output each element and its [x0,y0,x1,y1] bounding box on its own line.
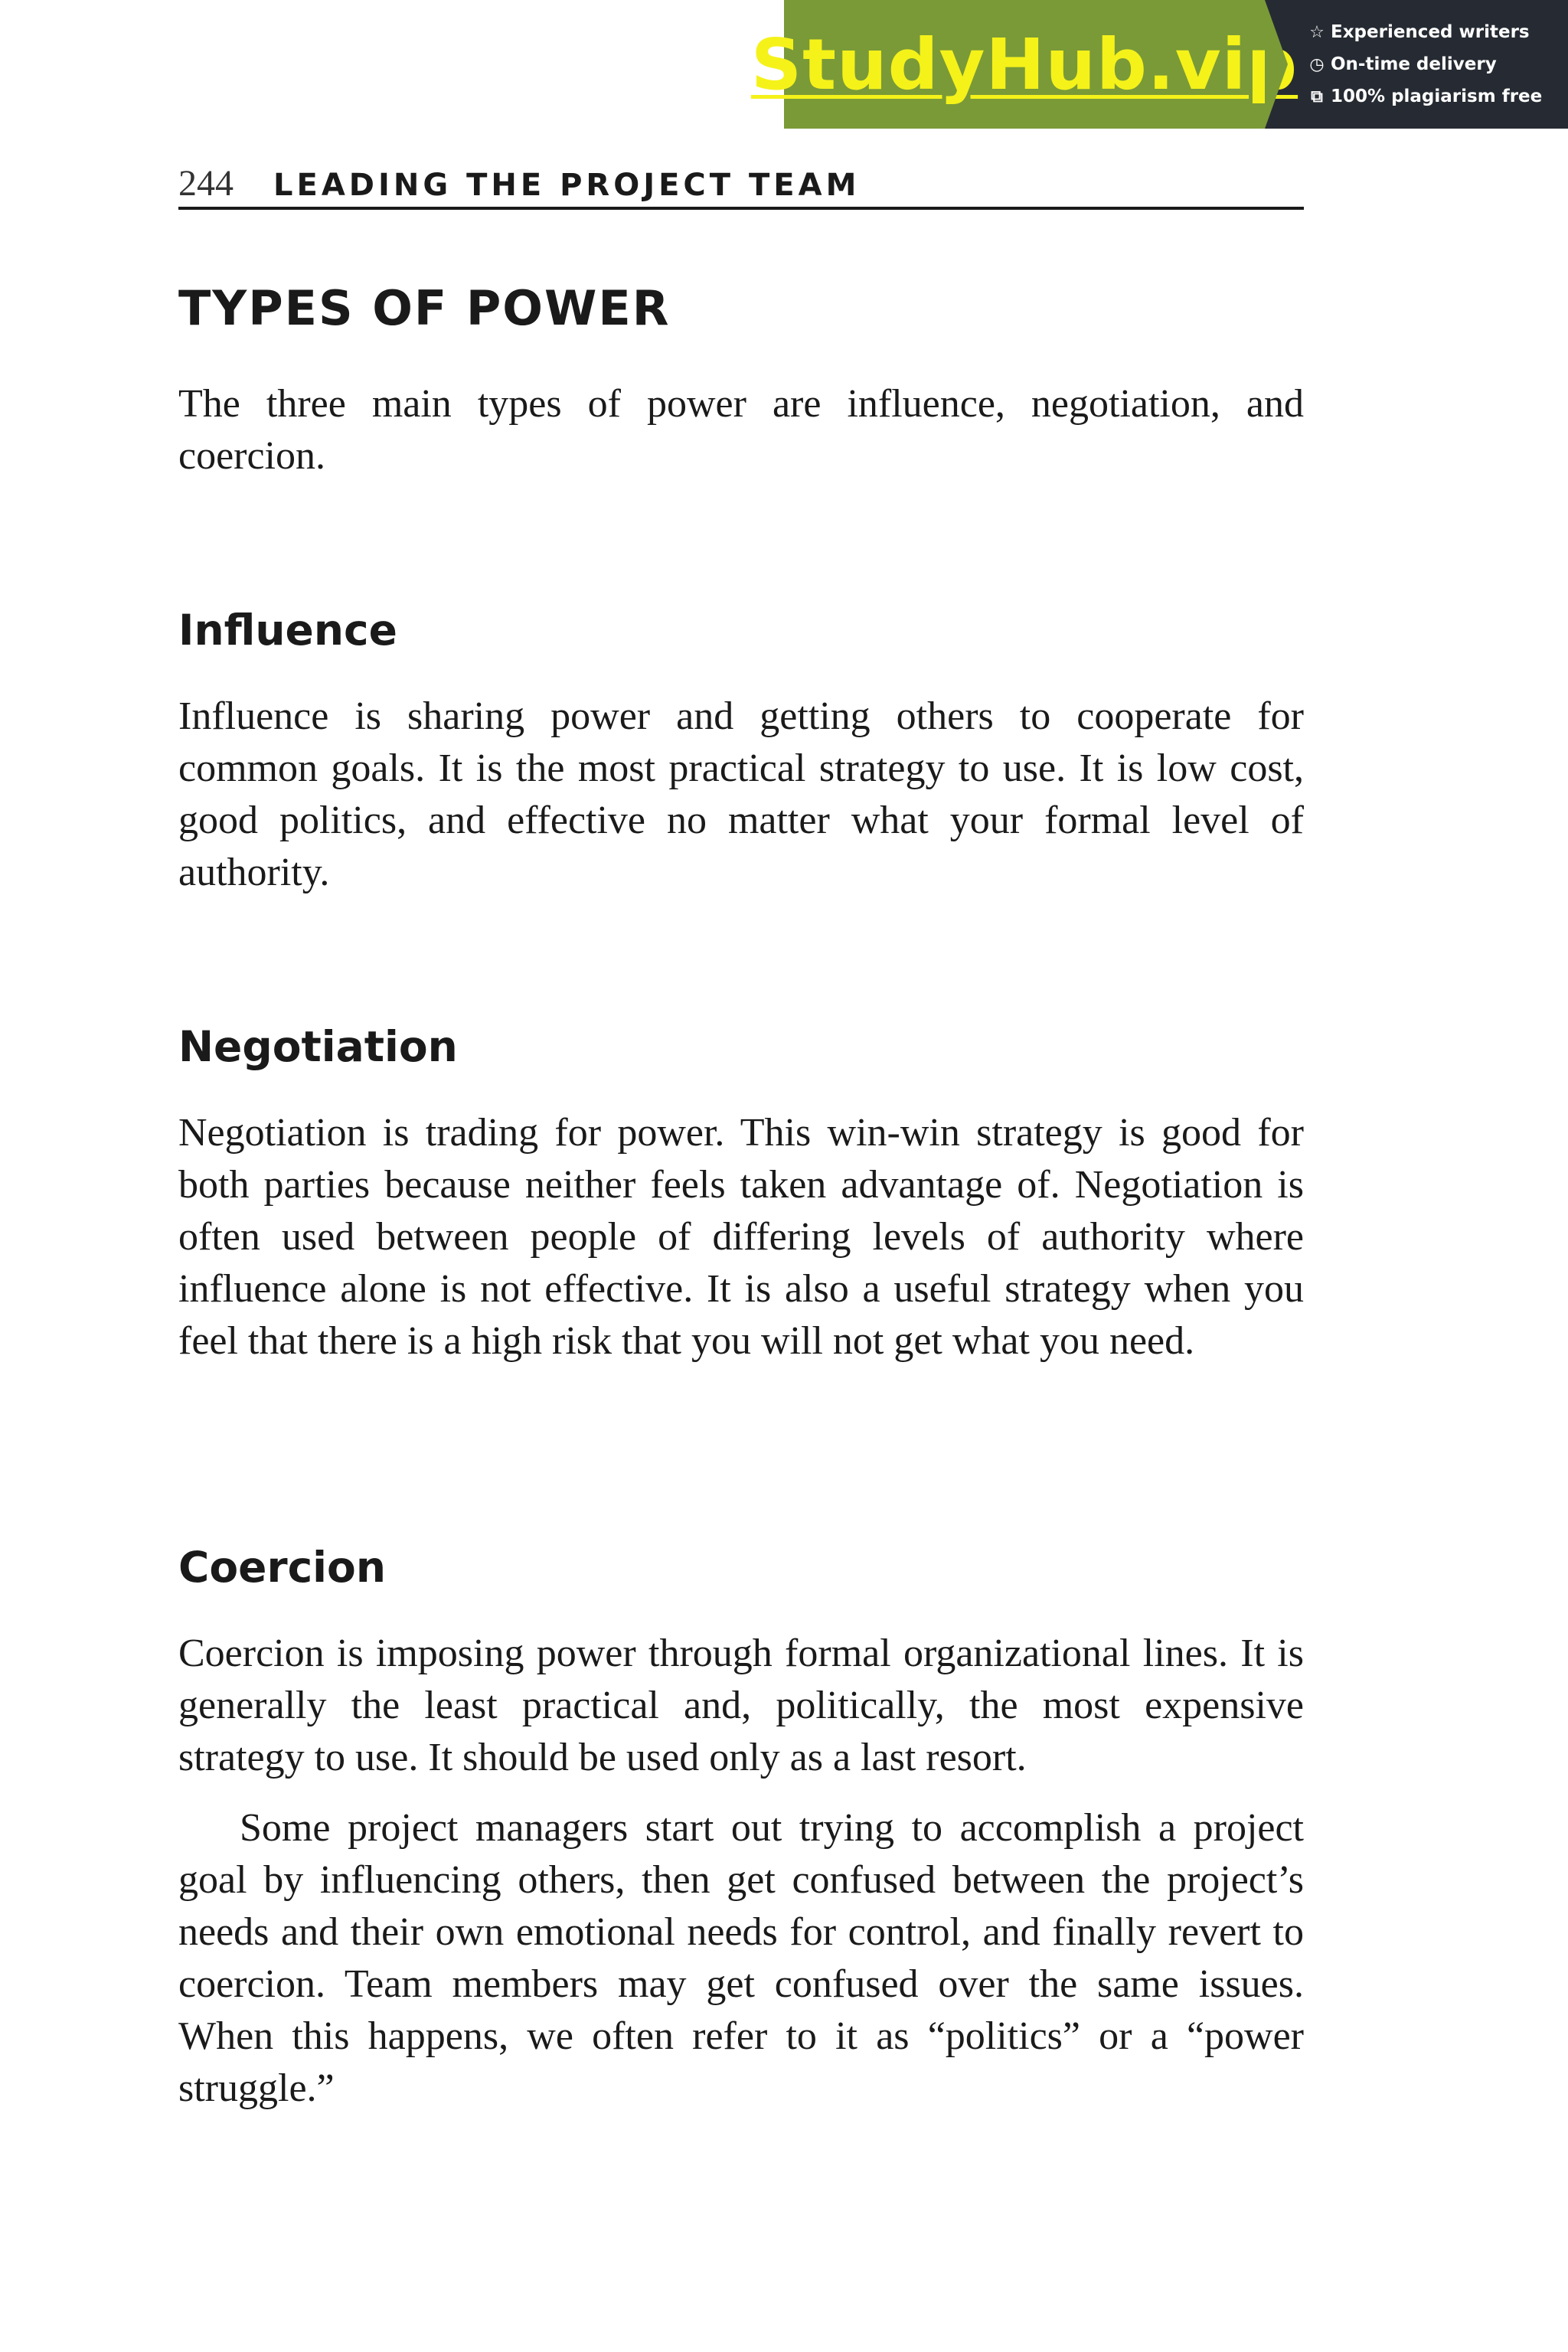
ad-brand-panel[interactable] [750,0,1298,129]
page-number: 244 [178,163,234,204]
paragraph-negotiation: Negotiation is trading for power. This win-win strategy is good for both parties because neither feels taken advantage of. Negotiation is often used between people of differing levels of authority where influence alone is not effective. It is also a useful strategy when you feel that there is a high risk that you will not get what you need. [178,1111,1304,1363]
clock-icon: ◷ [1309,54,1325,74]
intro-paragraph: The three main types of power are influence, negotiation, and coercion. [178,382,1304,478]
ad-feature-item [1308,51,1568,77]
subheading-coercion: Coercion [178,1543,386,1592]
paragraph-influence: Influence is sharing power and getting others to cooperate for common goals. It is the most practical strategy to use. It is low cost, good politics, and effective no matter what your formal level of authority. [178,694,1304,894]
ad-features-list [1265,0,1568,129]
ad-feature-label: Experienced writers [1331,22,1530,42]
subheading-negotiation: Negotiation [178,1022,458,1071]
running-title: LEADING THE PROJECT TEAM [273,168,861,203]
section-title: TYPES OF POWER [178,280,671,336]
copy-icon: ⧉ [1311,87,1323,106]
ad-feature-item [1308,19,1568,45]
ad-banner[interactable] [750,0,1568,129]
ad-feature-label: 100% plagiarism free [1331,87,1543,106]
ad-logo[interactable]: StudyHub.vip [750,23,1298,106]
ad-feature-item [1308,83,1568,109]
running-header [178,159,1304,210]
star-icon: ☆ [1309,22,1325,42]
subheading-influence: Influence [178,606,397,655]
ad-feature-label: On-time delivery [1331,54,1497,74]
paragraph-coercion-followup: Some project managers start out trying to accomplish a project goal by influencing others, then get confused between the project’s needs and their own emotional needs for control, and finally revert to coercion. Team members may get confused over the same issues. When this happens, we often refer to it as “politics” or a “power struggle.” [178,1806,1304,2110]
paragraph-coercion: Coercion is imposing power through formal organizational lines. It is generally the least practical and, politically, the most expensive strategy to use. It should be used only as a last resort. [178,1632,1304,1779]
